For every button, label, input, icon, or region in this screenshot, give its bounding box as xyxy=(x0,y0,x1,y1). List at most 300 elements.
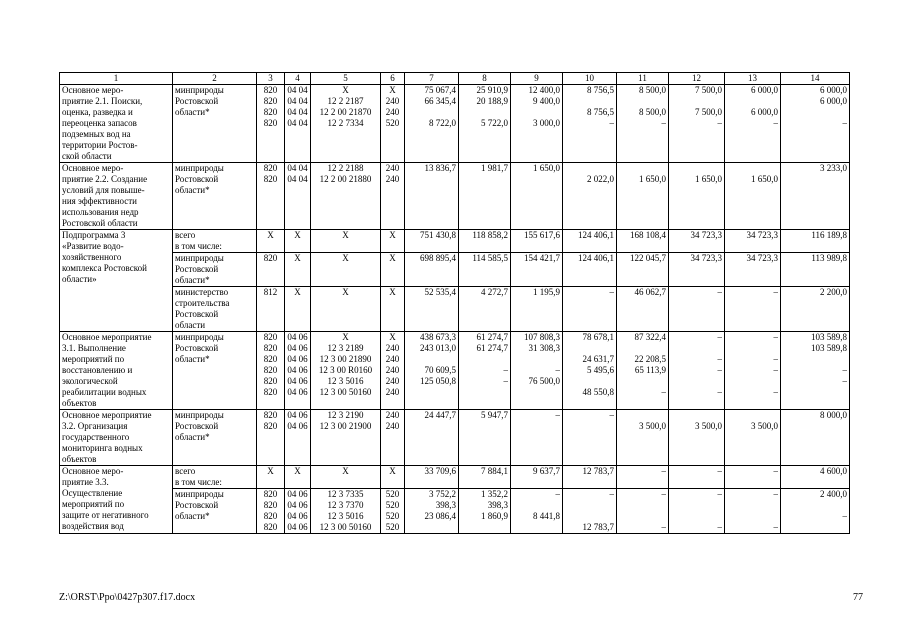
cell-value xyxy=(671,96,722,107)
value-cell xyxy=(459,489,511,534)
cell-value: 820 xyxy=(263,387,278,397)
executor-name: минприроды Ростовской области* xyxy=(173,410,257,466)
cell-value xyxy=(513,174,560,185)
cell-value: 438 673,3 xyxy=(420,332,456,342)
cell-value: Х xyxy=(342,230,349,240)
file-path: Z:\ORST\Ppo\0427p307.f17.docx xyxy=(59,592,196,603)
value-cell xyxy=(617,85,669,163)
cell-value xyxy=(513,522,560,533)
value-cell xyxy=(669,253,725,287)
executor-name: минприроды Ростовской области* xyxy=(173,163,257,230)
cell-value: 114 585,5 xyxy=(472,253,508,263)
value-cell xyxy=(725,466,781,489)
executor-name: всего в том числе: xyxy=(173,466,257,489)
cell-value xyxy=(783,107,847,118)
cell-value: Х xyxy=(294,466,301,476)
cell-value xyxy=(513,387,560,398)
cell-value: 1 352,2 xyxy=(481,489,508,499)
value-cell xyxy=(381,163,405,230)
table-header xyxy=(60,73,850,85)
value-cell xyxy=(405,332,459,410)
column-header: 11 xyxy=(617,73,669,85)
cell-value: 168 108,4 xyxy=(630,230,666,240)
value-cell xyxy=(405,230,459,253)
value-cell xyxy=(381,410,405,466)
cell-value: 240 xyxy=(385,365,400,375)
value-cell xyxy=(381,287,405,332)
cell-value: Х xyxy=(294,230,301,240)
cell-value: 6 000,0 xyxy=(820,85,847,95)
cell-value: Х xyxy=(389,332,396,342)
value-cell xyxy=(381,466,405,489)
executor-name: всего в том числе: xyxy=(173,230,257,253)
value-cell xyxy=(381,230,405,253)
cell-value xyxy=(671,410,722,421)
value-cell xyxy=(511,489,563,534)
value-cell xyxy=(669,163,725,230)
cell-value: – xyxy=(773,354,778,364)
value-cell xyxy=(511,253,563,287)
cell-value: 12 3 5016 xyxy=(327,511,364,521)
cell-value: 8 441,8 xyxy=(533,511,560,521)
cell-value xyxy=(727,410,778,421)
cell-value: 12 2 2187 xyxy=(327,96,364,106)
cell-value: 12 3 00 50160 xyxy=(319,522,372,532)
value-cell xyxy=(781,163,850,230)
cell-value: 240 xyxy=(385,410,400,420)
cell-value xyxy=(619,376,666,387)
value-cell xyxy=(381,332,405,410)
cell-value: 76 500,0 xyxy=(528,376,560,386)
cell-value: 52 535,4 xyxy=(424,287,456,297)
cell-value xyxy=(461,174,508,185)
cell-value: – xyxy=(717,365,722,375)
value-cell xyxy=(311,163,381,230)
cell-value: 25 910,9 xyxy=(476,85,508,95)
cell-value xyxy=(783,500,847,511)
cell-value: – xyxy=(842,118,847,128)
cell-value: 8 722,0 xyxy=(429,118,456,128)
cell-value: 1 650,0 xyxy=(751,174,778,184)
cell-value: 240 xyxy=(385,421,400,431)
value-cell xyxy=(311,410,381,466)
value-cell xyxy=(459,85,511,163)
cell-value: 12 3 00 50160 xyxy=(319,387,372,397)
cell-value: 04 06 xyxy=(287,410,308,420)
cell-value: – xyxy=(609,287,614,297)
cell-value: 04 06 xyxy=(287,365,308,375)
cell-value: 1 981,7 xyxy=(481,163,508,173)
column-header: 9 xyxy=(511,73,563,85)
cell-value: 33 709,6 xyxy=(424,466,456,476)
cell-value: 520 xyxy=(385,500,400,510)
cell-value xyxy=(407,174,456,185)
value-cell xyxy=(405,287,459,332)
value-cell xyxy=(459,466,511,489)
cell-value: 9 400,0 xyxy=(533,96,560,106)
cell-value: 820 xyxy=(263,118,278,128)
table-row xyxy=(60,466,850,489)
cell-value: 04 06 xyxy=(287,489,308,499)
activity-name: Основное меро- приятие 2.2. Создание условий для повыше- ния эффективности использования недр Ростовской области xyxy=(60,163,173,230)
cell-value: – xyxy=(661,387,666,397)
cell-value xyxy=(565,511,614,522)
value-cell xyxy=(725,163,781,230)
cell-value: Х xyxy=(389,253,396,263)
cell-value: 3 752,2 xyxy=(429,489,456,499)
value-cell xyxy=(257,253,285,287)
cell-value: 820 xyxy=(263,107,278,117)
cell-value: 240 xyxy=(385,387,400,397)
column-header: 3 xyxy=(257,73,285,85)
cell-value: – xyxy=(555,410,560,420)
cell-value: – xyxy=(773,332,778,342)
cell-value: 398,3 xyxy=(435,500,456,510)
column-header: 5 xyxy=(311,73,381,85)
value-cell xyxy=(563,230,617,253)
table-row xyxy=(60,489,850,534)
cell-value: 240 xyxy=(385,343,400,353)
cell-value xyxy=(513,421,560,432)
cell-value: 20 188,9 xyxy=(476,96,508,106)
cell-value: 820 xyxy=(263,85,278,95)
value-cell xyxy=(405,85,459,163)
cell-value: 9 637,7 xyxy=(533,466,560,476)
table-row xyxy=(60,410,850,466)
cell-value: 24 447,7 xyxy=(424,410,456,420)
cell-value xyxy=(727,500,778,511)
value-cell xyxy=(405,163,459,230)
cell-value xyxy=(727,96,778,107)
cell-value: 1 650,0 xyxy=(695,174,722,184)
cell-value: 04 06 xyxy=(287,376,308,386)
cell-value: 243 013,0 xyxy=(420,343,456,353)
cell-value: 04 04 xyxy=(287,118,308,128)
value-cell xyxy=(459,332,511,410)
budget-table xyxy=(59,72,850,534)
cell-value xyxy=(671,500,722,511)
cell-value: – xyxy=(717,466,722,476)
value-cell xyxy=(311,489,381,534)
value-cell xyxy=(669,85,725,163)
cell-value: 118 858,2 xyxy=(472,230,508,240)
cell-value: 12 3 00 R0160 xyxy=(318,365,373,375)
cell-value: 820 xyxy=(263,410,278,420)
cell-value: – xyxy=(717,522,722,532)
cell-value: 61 274,7 xyxy=(476,343,508,353)
cell-value xyxy=(671,343,722,354)
cell-value: 154 421,7 xyxy=(524,253,560,263)
value-cell xyxy=(563,466,617,489)
value-cell xyxy=(285,253,311,287)
cell-value: 8 000,0 xyxy=(820,410,847,420)
cell-value: 103 589,8 xyxy=(811,343,847,353)
value-cell xyxy=(257,85,285,163)
cell-value xyxy=(513,500,560,511)
cell-value xyxy=(619,511,666,522)
value-cell xyxy=(511,85,563,163)
cell-value: Х xyxy=(389,85,396,95)
column-header: 12 xyxy=(669,73,725,85)
cell-value: 1 195,9 xyxy=(533,287,560,297)
value-cell xyxy=(511,332,563,410)
value-cell xyxy=(459,163,511,230)
value-cell xyxy=(725,253,781,287)
cell-value xyxy=(727,376,778,387)
cell-value: 8 500,0 xyxy=(639,107,666,117)
cell-value: 2 022,0 xyxy=(587,174,614,184)
cell-value: 124 406,1 xyxy=(578,253,614,263)
value-cell xyxy=(669,466,725,489)
cell-value: 520 xyxy=(385,489,400,499)
value-cell xyxy=(617,230,669,253)
cell-value xyxy=(565,343,614,354)
cell-value: 04 04 xyxy=(287,107,308,117)
value-cell xyxy=(285,489,311,534)
executor-name: минприроды Ростовской области* xyxy=(173,85,257,163)
value-cell xyxy=(725,287,781,332)
value-cell xyxy=(669,410,725,466)
value-cell xyxy=(405,466,459,489)
cell-value: 2 400,0 xyxy=(820,489,847,499)
value-cell xyxy=(563,489,617,534)
cell-value: 61 274,7 xyxy=(476,332,508,342)
cell-value: – xyxy=(717,287,722,297)
page-number: 77 xyxy=(853,592,863,603)
cell-value: Х xyxy=(389,287,396,297)
cell-value: 23 086,4 xyxy=(424,511,456,521)
cell-value: 240 xyxy=(385,354,400,364)
cell-value: 12 400,0 xyxy=(528,85,560,95)
cell-value: 6 000,0 xyxy=(751,107,778,117)
cell-value: 31 308,3 xyxy=(528,343,560,353)
value-cell xyxy=(563,85,617,163)
cell-value: – xyxy=(503,376,508,386)
value-cell xyxy=(669,230,725,253)
value-cell xyxy=(285,332,311,410)
value-cell xyxy=(617,163,669,230)
cell-value: 65 113,9 xyxy=(634,365,666,375)
value-cell xyxy=(617,253,669,287)
activity-name: Основное меро- приятие 2.1. Поиски, оценка, разведка и переоценка запасов подземных вод на территории Ростов- ской области xyxy=(60,85,173,163)
cell-value: 3 500,0 xyxy=(751,421,778,431)
cell-value: 1 650,0 xyxy=(639,174,666,184)
cell-value: 520 xyxy=(385,511,400,521)
value-cell xyxy=(311,466,381,489)
cell-value: 87 322,4 xyxy=(634,332,666,342)
table-row xyxy=(60,287,850,332)
cell-value: 240 xyxy=(385,163,400,173)
value-cell xyxy=(669,489,725,534)
cell-value: 04 06 xyxy=(287,522,308,532)
value-cell xyxy=(511,230,563,253)
cell-value: Х xyxy=(267,230,274,240)
cell-value: 04 04 xyxy=(287,96,308,106)
cell-value: 6 000,0 xyxy=(820,96,847,106)
cell-value: Х xyxy=(342,466,349,476)
value-cell xyxy=(381,85,405,163)
activity-name: Основное мероприятие 3.2. Организация государственного мониторинга водных объектов xyxy=(60,410,173,466)
value-cell xyxy=(405,489,459,534)
executor-name: минприроды Ростовской области* xyxy=(173,253,257,287)
cell-value: 820 xyxy=(263,96,278,106)
cell-value: 7 500,0 xyxy=(695,85,722,95)
cell-value xyxy=(783,387,847,398)
cell-value xyxy=(461,421,508,432)
cell-value: 70 609,5 xyxy=(424,365,456,375)
cell-value: 240 xyxy=(385,376,400,386)
cell-value: – xyxy=(773,118,778,128)
cell-value xyxy=(727,343,778,354)
cell-value: – xyxy=(842,365,847,375)
value-cell xyxy=(257,410,285,466)
cell-value: 12 3 2189 xyxy=(327,343,364,353)
cell-value xyxy=(407,387,456,398)
cell-value xyxy=(783,174,847,185)
cell-value: 116 189,8 xyxy=(811,230,847,240)
cell-value: 820 xyxy=(263,421,278,431)
cell-value: 4 272,7 xyxy=(481,287,508,297)
cell-value: 812 xyxy=(263,287,278,297)
cell-value: – xyxy=(661,466,666,476)
cell-value: – xyxy=(717,118,722,128)
cell-value xyxy=(619,163,666,174)
table-row xyxy=(60,230,850,253)
cell-value: 8 756,5 xyxy=(587,85,614,95)
value-cell xyxy=(311,332,381,410)
cell-value: 820 xyxy=(263,376,278,386)
value-cell xyxy=(563,253,617,287)
value-cell xyxy=(257,287,285,332)
cell-value xyxy=(565,163,614,174)
value-cell xyxy=(617,332,669,410)
cell-value: – xyxy=(609,410,614,420)
cell-value: 398,3 xyxy=(487,500,508,510)
value-cell xyxy=(257,466,285,489)
value-cell xyxy=(285,163,311,230)
cell-value: 04 06 xyxy=(287,421,308,431)
cell-value: 8 756,5 xyxy=(587,107,614,117)
cell-value xyxy=(619,500,666,511)
cell-value xyxy=(671,376,722,387)
column-header: 1 xyxy=(60,73,173,85)
cell-value: – xyxy=(555,365,560,375)
cell-value: 820 xyxy=(263,511,278,521)
cell-value: 12 2 00 21880 xyxy=(319,174,372,184)
column-header: 7 xyxy=(405,73,459,85)
value-cell xyxy=(725,410,781,466)
cell-value: 12 3 2190 xyxy=(327,410,364,420)
cell-value xyxy=(619,96,666,107)
cell-value: 12 783,7 xyxy=(582,522,614,532)
cell-value: – xyxy=(609,118,614,128)
cell-value: 6 000,0 xyxy=(751,85,778,95)
cell-value: 04 04 xyxy=(287,174,308,184)
cell-value: 5 722,0 xyxy=(481,118,508,128)
cell-value xyxy=(565,376,614,387)
cell-value: – xyxy=(842,511,847,521)
column-header: 6 xyxy=(381,73,405,85)
cell-value xyxy=(461,522,508,533)
cell-value: 66 345,4 xyxy=(424,96,456,106)
value-cell xyxy=(511,163,563,230)
cell-value: 820 xyxy=(263,522,278,532)
column-header: 2 xyxy=(173,73,257,85)
cell-value xyxy=(407,522,456,533)
cell-value: 04 06 xyxy=(287,354,308,364)
value-cell xyxy=(405,410,459,466)
cell-value: 240 xyxy=(385,107,400,117)
value-cell xyxy=(781,410,850,466)
activity-name: Основное мероприятие 3.1. Выполнение мероприятий по восстановлению и экологической реабилитации водных объектов xyxy=(60,332,173,410)
column-header: 13 xyxy=(725,73,781,85)
cell-value: 04 04 xyxy=(287,163,308,173)
cell-value xyxy=(407,421,456,432)
value-cell xyxy=(781,489,850,534)
executor-name: министерство строительства Ростовской области xyxy=(173,287,257,332)
column-header: 8 xyxy=(459,73,511,85)
cell-value: 820 xyxy=(263,163,278,173)
cell-value: 240 xyxy=(385,96,400,106)
value-cell xyxy=(563,163,617,230)
cell-value: – xyxy=(842,376,847,386)
cell-value: – xyxy=(773,522,778,532)
cell-value xyxy=(671,163,722,174)
cell-value: 24 631,7 xyxy=(582,354,614,364)
value-cell xyxy=(311,230,381,253)
cell-value: Х xyxy=(389,466,396,476)
cell-value: 04 06 xyxy=(287,500,308,510)
value-cell xyxy=(669,332,725,410)
activity-name: Подпрограмма 3 «Развитие водо- хозяйственного комплекса Ростовской области» xyxy=(60,230,173,332)
cell-value xyxy=(565,96,614,107)
cell-value xyxy=(513,354,560,365)
value-cell xyxy=(381,253,405,287)
value-cell xyxy=(257,163,285,230)
value-cell xyxy=(617,410,669,466)
cell-value: Х xyxy=(342,85,349,95)
cell-value: 8 500,0 xyxy=(639,85,666,95)
cell-value: 7 500,0 xyxy=(695,107,722,117)
cell-value: 1 860,9 xyxy=(481,511,508,521)
cell-value: 125 050,8 xyxy=(420,376,456,386)
cell-value: 4 600,0 xyxy=(820,466,847,476)
cell-value: 2 200,0 xyxy=(820,287,847,297)
value-cell xyxy=(563,287,617,332)
value-cell xyxy=(725,332,781,410)
cell-value: 04 06 xyxy=(287,387,308,397)
cell-value xyxy=(461,354,508,365)
cell-value: – xyxy=(773,466,778,476)
cell-value: 12 2 00 21870 xyxy=(319,107,372,117)
cell-value: 48 550,8 xyxy=(582,387,614,397)
cell-value: 34 723,3 xyxy=(746,230,778,240)
value-cell xyxy=(257,332,285,410)
cell-value: 103 589,8 xyxy=(811,332,847,342)
cell-value: Х xyxy=(389,230,396,240)
value-cell xyxy=(617,287,669,332)
cell-value xyxy=(727,163,778,174)
value-cell xyxy=(781,85,850,163)
value-cell xyxy=(285,466,311,489)
cell-value: – xyxy=(661,118,666,128)
value-cell xyxy=(781,332,850,410)
value-cell xyxy=(617,489,669,534)
value-cell xyxy=(285,410,311,466)
cell-value: 520 xyxy=(385,118,400,128)
cell-value xyxy=(783,522,847,533)
table-row xyxy=(60,253,850,287)
